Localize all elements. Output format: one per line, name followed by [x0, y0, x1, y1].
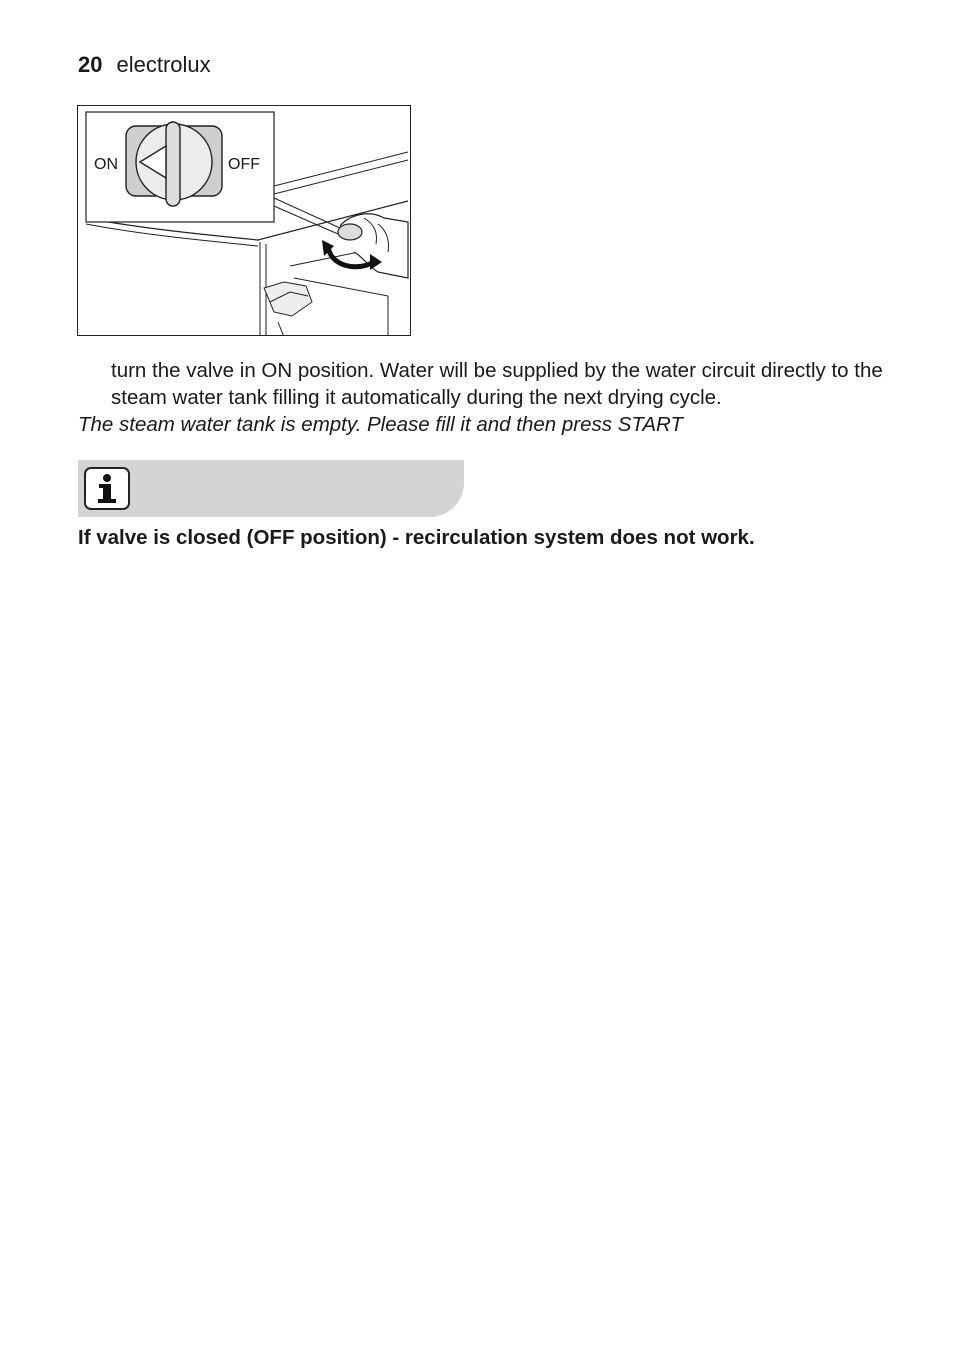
valve-warning: If valve is closed (OFF position) - recirculation system does not work.	[78, 526, 755, 549]
on-label: ON	[94, 156, 118, 173]
valve-illustration	[77, 105, 411, 336]
valve-knob-icon	[338, 224, 362, 240]
info-band	[78, 460, 464, 517]
display-message: The steam water tank is empty. Please fill it and then press START	[78, 413, 684, 436]
page-number: 20	[78, 52, 103, 77]
appliance-drawing	[78, 106, 411, 336]
info-icon	[84, 467, 130, 510]
instruction-text: turn the valve in ON position. Water will be supplied by the water circuit directly to the steam water tank filling it automatically during the next drying cycle.	[111, 359, 883, 409]
page-header	[78, 50, 211, 80]
brand-name: electrolux	[116, 52, 211, 77]
off-label: OFF	[228, 156, 260, 173]
